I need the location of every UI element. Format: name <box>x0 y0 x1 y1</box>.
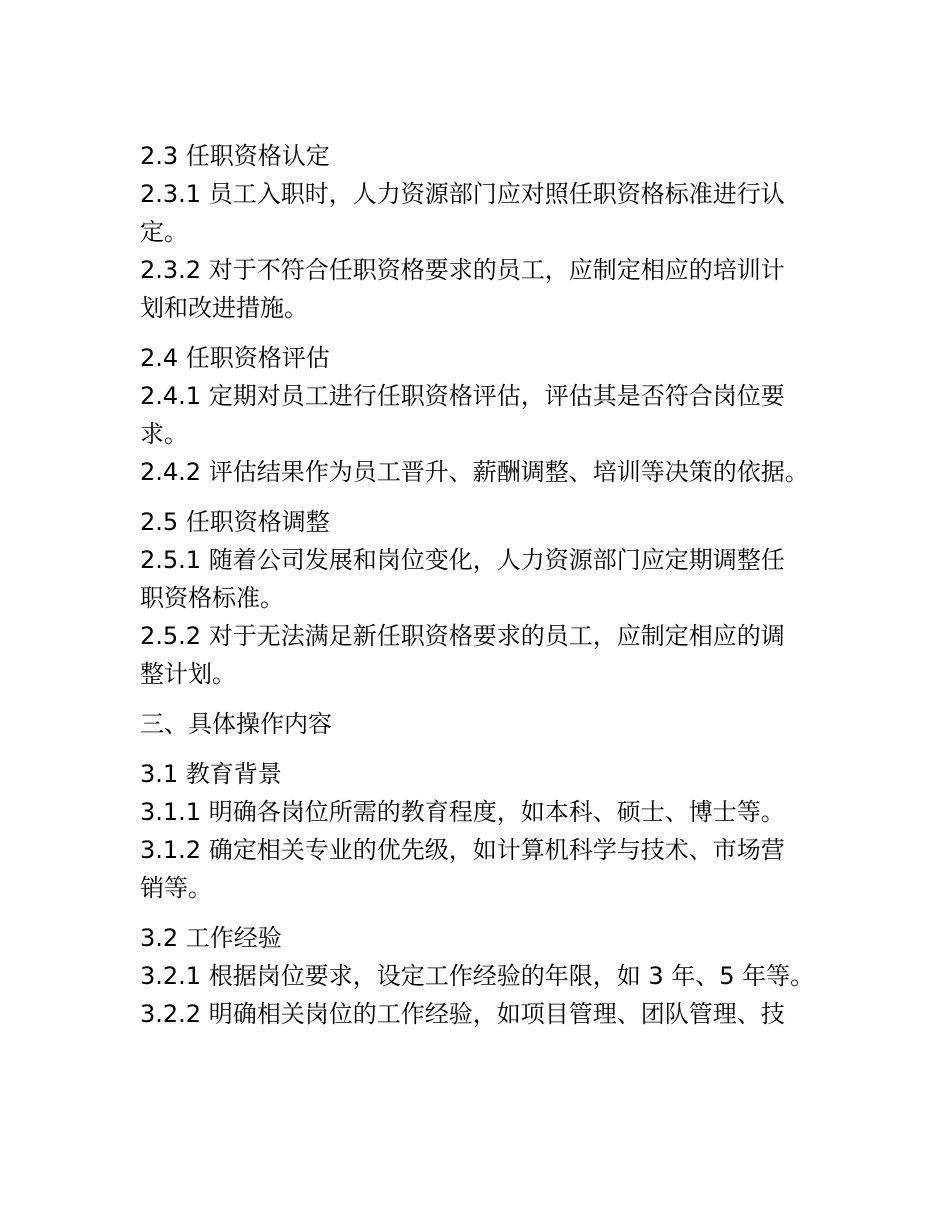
paragraph-line: 2.5.2 对于无法满足新任职资格要求的员工，应制定相应的调 <box>140 622 785 650</box>
paragraph-line: 整计划。 <box>140 660 236 688</box>
paragraph-line: 2.4.2 评估结果作为员工晋升、薪酬调整、培训等决策的依据。 <box>140 458 809 486</box>
paragraph-line: 2.3.1 员工入职时，人力资源部门应对照任职资格标准进行认 <box>140 180 785 208</box>
paragraph-line: 2.3.2 对于不符合任职资格要求的员工，应制定相应的培训计 <box>140 256 785 284</box>
section-3-2 <box>140 919 815 1033</box>
paragraph-line: 划和改进措施。 <box>140 294 308 322</box>
section-heading: 2.3 任职资格认定 <box>140 142 330 170</box>
paragraph-line: 3.2.2 明确相关岗位的工作经验，如项目管理、团队管理、技 <box>140 1000 785 1028</box>
paragraph-line: 定。 <box>140 218 188 246</box>
paragraph-line: 职资格标准。 <box>140 584 284 612</box>
section-3-1 <box>140 755 812 907</box>
section-2-3 <box>140 137 812 327</box>
chapter-heading: 三、具体操作内容 <box>140 710 332 738</box>
paragraph-line: 3.1.1 明确各岗位所需的教育程度，如本科、硕士、博士等。 <box>140 798 785 826</box>
paragraph-line: 求。 <box>140 420 188 448</box>
paragraph-line: 2.4.1 定期对员工进行任职资格评估，评估其是否符合岗位要 <box>140 382 785 410</box>
section-heading: 3.2 工作经验 <box>140 924 282 952</box>
document-body <box>140 137 815 1045</box>
section-heading: 3.1 教育背景 <box>140 760 282 788</box>
paragraph-line: 3.2.1 根据岗位要求，设定工作经验的年限，如 3 年、5 年等。 <box>140 962 815 990</box>
paragraph-line: 2.5.1 随着公司发展和岗位变化，人力资源部门应定期调整任 <box>140 546 785 574</box>
paragraph-line: 3.1.2 确定相关专业的优先级，如计算机科学与技术、市场营 <box>140 836 785 864</box>
section-heading: 2.4 任职资格评估 <box>140 344 330 372</box>
section-2-5 <box>140 503 812 693</box>
section-2-4 <box>140 339 812 491</box>
paragraph-line: 销等。 <box>140 874 212 902</box>
chapter-3-title <box>140 705 812 743</box>
section-heading: 2.5 任职资格调整 <box>140 508 330 536</box>
